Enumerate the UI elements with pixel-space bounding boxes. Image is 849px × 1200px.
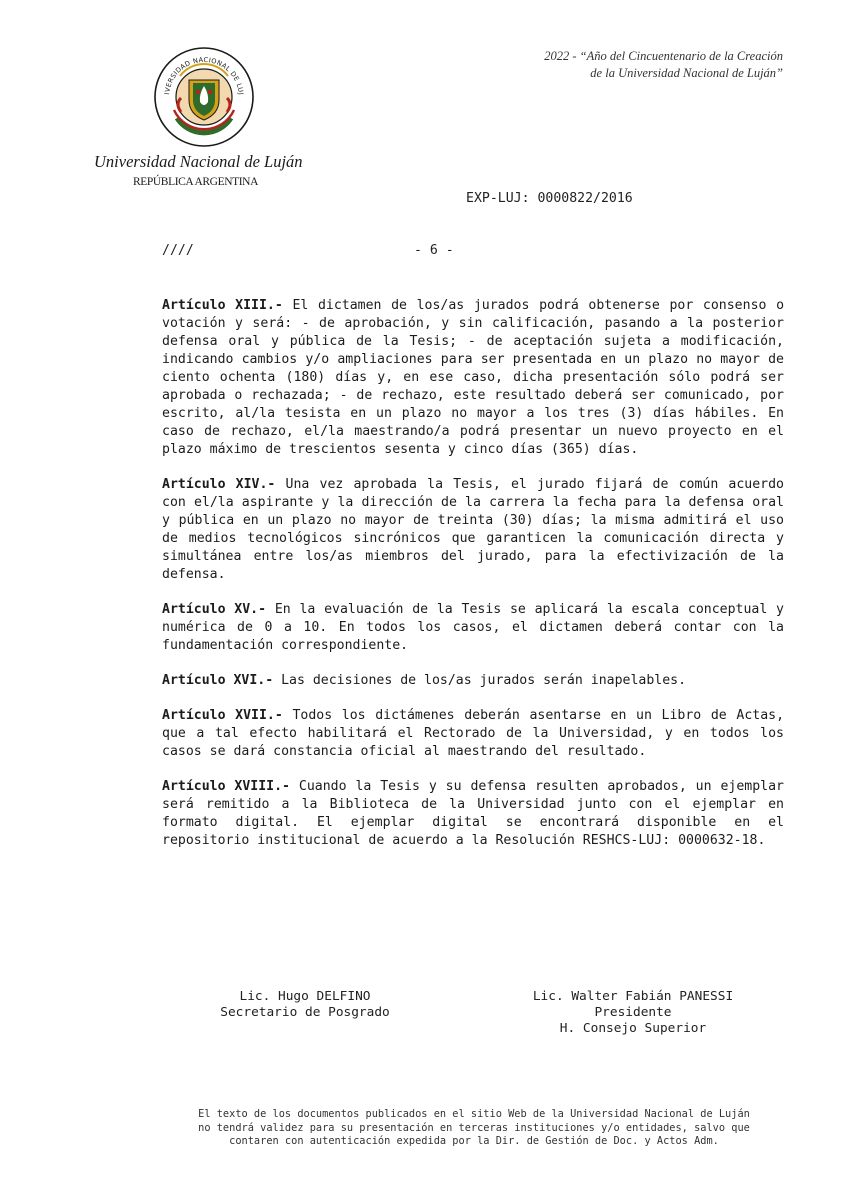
article-xvi bbox=[162, 672, 784, 690]
signer-role: Presidente bbox=[594, 1005, 672, 1020]
signer-name: Lic. Hugo DELFINO bbox=[239, 989, 371, 1004]
year-motto-line-1: 2022 - “Año del Cincuentenario de la Creación bbox=[544, 49, 783, 63]
article-xiv bbox=[162, 476, 784, 584]
year-motto bbox=[483, 48, 783, 82]
file-reference: EXP-LUJ: 0000822/2016 bbox=[466, 191, 633, 206]
country-label: REPÚBLICA ARGENTINA bbox=[133, 176, 258, 188]
university-name: Universidad Nacional de Luján bbox=[94, 152, 303, 171]
disclaimer-line-3: contaren con autenticación expedida por la Dir. de Gestión de Doc. y Actos Adm. bbox=[229, 1135, 719, 1147]
signature-block bbox=[162, 989, 784, 1049]
article-title: Artículo XVIII.- bbox=[162, 779, 290, 794]
disclaimer-line-1: El texto de los documentos publicados en el sitio Web de la Universidad Nacional de Luján bbox=[198, 1108, 750, 1120]
article-xv bbox=[162, 601, 784, 655]
signer-name: Lic. Walter Fabián PANESSI bbox=[532, 989, 734, 1004]
year-motto-line-2: de la Universidad Nacional de Luján” bbox=[590, 66, 783, 80]
article-body: Una vez aprobada la Tesis, el jurado fijará de común acuerdo con el/la aspirante y la dirección de la carrera la fecha para la defensa oral y pública en un plazo no mayor de treinta (30) días; la misma admitirá el uso de medios tecnológicos sincrónicos que garanticen la comunicación directa y simultánea entre los/as miembros del jurado, para la efectivización de la defensa. bbox=[162, 477, 785, 582]
articles-section bbox=[162, 297, 784, 867]
disclaimer-line-2: no tendrá validez para su presentación en terceras instituciones y/o entidades, salvo que bbox=[198, 1121, 750, 1134]
article-body: Las decisiones de los/as jurados serán inapelables. bbox=[281, 673, 687, 688]
article-title: Artículo XV.- bbox=[162, 602, 267, 617]
article-title: Artículo XIV.- bbox=[162, 477, 276, 492]
article-body: En la evaluación de la Tesis se aplicará la escala conceptual y numérica de 0 a 10. En todos los casos, el dictamen deberá contar con la fundamentación correspondiente. bbox=[162, 602, 784, 653]
article-xiii bbox=[162, 297, 784, 459]
seal-lettering: IVERSIDAD NACIONAL DE LUJ bbox=[163, 55, 245, 96]
signature-president bbox=[502, 989, 764, 1037]
article-body: Cuando la Tesis y su defensa resulten aprobados, un ejemplar será remitido a la Biblioteca de la Universidad junto con el ejemplar en formato digital. El ejemplar digital se encontrará disponible en el repositorio institucional de acuerdo a la Resolución RESHCS-LUJ: 0000632-18. bbox=[162, 779, 784, 848]
article-xviii bbox=[162, 778, 784, 850]
article-xvii bbox=[162, 707, 784, 761]
signer-role: Secretario de Posgrado bbox=[220, 1005, 390, 1020]
continuation-marker: //// bbox=[162, 243, 194, 258]
article-body: Todos los dictámenes deberán asentarse en un Libro de Actas, que a tal efecto habilitará el Rectorado de la Universidad, y en todos los casos se dará constancia oficial al maestrando del resultado. bbox=[162, 708, 785, 759]
university-seal-logo bbox=[153, 46, 255, 148]
page-number: - 6 - bbox=[414, 243, 454, 258]
signature-secretary bbox=[198, 989, 412, 1021]
article-body: El dictamen de los/as jurados podrá obtenerse por consenso o votación y será: - de aprobación, y sin calificación, pasando a la posterior defensa oral y pública de la Tesis; - de aceptación sujeta a modificación, indicando cambios y/o ampliaciones para ser presentada en un plazo no mayor de ciento ochenta (180) días y, en ese caso, dicha presentación sólo podrá ser aprobada o rechazada; - de rechazo, este resultado deberá ser comunicado, por escrito, al/la tesista en un plazo no mayor a los tres (3) días hábiles. En caso de rechazo, el/la maestrando/a podrá presentar un nuevo proyecto en el plazo máximo de trescientos sesenta y cinco días (365) días. bbox=[162, 298, 785, 457]
article-title: Artículo XVI.- bbox=[162, 673, 274, 688]
article-title: Artículo XIII.- bbox=[162, 298, 283, 313]
signer-body: H. Consejo Superior bbox=[559, 1021, 707, 1036]
validity-disclaimer bbox=[100, 1108, 848, 1149]
article-title: Artículo XVII.- bbox=[162, 708, 283, 723]
